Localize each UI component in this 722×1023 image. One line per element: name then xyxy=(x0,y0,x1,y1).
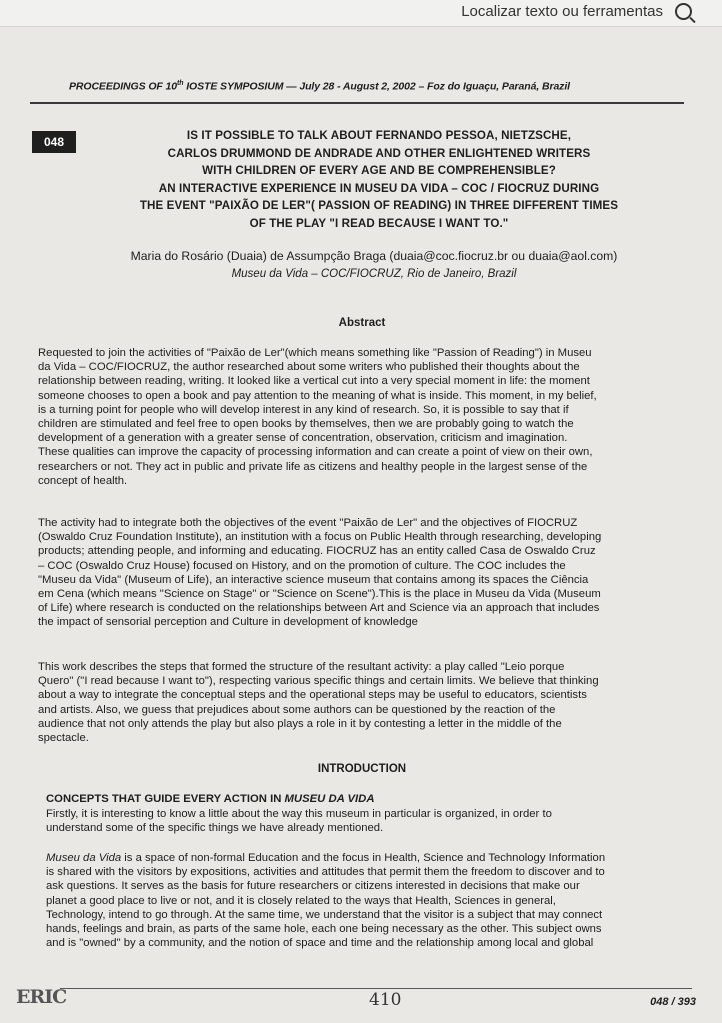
abstract-heading: Abstract xyxy=(338,317,386,329)
introduction-paragraph-1 xyxy=(46,807,690,835)
text-span: is a space of non-formal Education and the focus in Health, Science and Technology Information xyxy=(121,852,606,864)
text-line: "Museu da Vida" (Museum of Life), an interactive science museum that contains among its spaces the Ciência xyxy=(38,573,589,586)
text-line: is a turning point for people who will develop interest in any kind of research. So, it is possible to say that if xyxy=(38,403,569,416)
text-line: The activity had to integrate both the objectives of the event "Paixão de Ler" and the objectives of FIOCRUZ xyxy=(38,517,578,529)
subheading-text: CONCEPTS THAT GUIDE EVERY ACTION IN xyxy=(46,793,285,805)
find-tools-search[interactable] xyxy=(461,3,692,20)
text-line: (Oswaldo Cruz Foundation Institute), an institution with a focus on Public Health through researching, developing xyxy=(38,531,602,544)
author-affiliation: Museu da Vida – COC/FIOCRUZ, Rio de Janeiro, Brazil xyxy=(231,268,517,280)
author-block xyxy=(54,247,694,283)
title-line: CARLOS DRUMMOND DE ANDRADE AND OTHER ENLIGHTENED WRITERS xyxy=(167,146,591,160)
text-line: Requested to join the activities of "Paixão de Ler"(which means something like "Passion of Reading") in Museu xyxy=(38,347,592,359)
text-line: concept of health. xyxy=(38,474,128,487)
author-name: Maria do Rosário (Duaia) de Assumpção Braga (duaia@coc.fiocruz.br ou duaia@aol.com) xyxy=(130,249,618,263)
text-line: of Life) where research is conducted on the relationships between Art and Science via an approach that includes xyxy=(38,602,600,615)
text-line: relationship between reading, writing. It looked like a vertical cut into a very special moment in life: the moment xyxy=(38,375,590,388)
eric-logo: ERIC xyxy=(16,986,67,1008)
text-line: em Cena (which means "Science on Stage" or "Science on Scene").This is the place in Museu da Vida (Museum xyxy=(38,588,601,601)
text-line: children are stimulated and feel free to open books by themselves, then we are probably going to watch the xyxy=(38,418,574,431)
toolbar xyxy=(0,0,722,27)
text-line: hands, feelings and brain, as parts of the same hole, each one being necessary as the other. This subject owns xyxy=(46,923,602,936)
proceedings-sup: th xyxy=(177,80,184,87)
text-line: about a way to integrate the conceptual steps and the operational steps may be useful to educators, scientists xyxy=(38,689,587,702)
paper-title xyxy=(74,127,684,232)
introduction-paragraph-2 xyxy=(46,851,690,950)
title-line: AN INTERACTIVE EXPERIENCE IN MUSEU DA VIDA – COC / FIOCRUZ DURING xyxy=(158,181,600,195)
text-line: planet a good place to live or not, and it is closely related to the ways that Health, Sciences in general, xyxy=(46,894,556,907)
text-line: audience that not only attends the play but also plays a role in it by contesting a letter in the middle of the xyxy=(38,717,562,730)
text-line: These qualities can improve the capacity of processing information and can create a point of view on their own, xyxy=(38,446,593,459)
text-line: researchers or not. They act in public and private life as citizens and healthy people in the largest sense of the xyxy=(38,460,588,473)
abstract-paragraph-2 xyxy=(38,516,690,630)
title-line: WITH CHILDREN OF EVERY AGE AND BE COMPREHENSIBLE? xyxy=(202,164,556,177)
introduction-heading: INTRODUCTION xyxy=(317,763,407,775)
proceedings-text-rest: IOSTE SYMPOSIUM — July 28 - August 2, 2002 – Foz do Iguaçu, Paraná, Brazil xyxy=(183,80,570,93)
text-line: and artists. Also, we guess that prejudices about some authors can be questioned by the reaction of the xyxy=(38,703,556,716)
proceedings-text: PROCEEDINGS OF 10 xyxy=(69,80,177,93)
text-line: ask questions. It serves as the basis for future researchers or citizens interested in decisions that make our xyxy=(46,880,580,893)
paper-number-badge: 048 xyxy=(32,131,76,153)
proceedings-header xyxy=(69,80,570,93)
text-line: the impact of sensorial perception and Culture in development of knowledge xyxy=(38,616,418,629)
search-icon[interactable] xyxy=(675,3,692,20)
header-rule xyxy=(30,102,684,104)
title-line: THE EVENT "PAIXÃO DE LER"( PASSION OF READING) IN THREE DIFFERENT TIMES xyxy=(139,199,619,212)
section-subheading xyxy=(46,793,374,805)
subheading-emphasis: MUSEU DA VIDA xyxy=(284,793,375,805)
text-line: Firstly, it is interesting to know a little about the way this museum in particular is organized, in order to xyxy=(46,808,552,820)
abstract-paragraph-3 xyxy=(38,660,690,745)
text-line: Quero" ("I read because I want to"), respecting various specific things and certain limits. We believe that thinking xyxy=(38,675,599,688)
search-label[interactable]: Localizar texto ou ferramentas xyxy=(461,3,663,20)
text-line: This work describes the steps that formed the structure of the resultant activity: a play called "Leio porque xyxy=(38,661,565,673)
text-line: – COC (Oswaldo Cruz House) focused on History, and on the promotion of culture. The COC includes the xyxy=(38,559,566,572)
text-line: Technology, intend to go through. At the same time, we understand that the visitor is a subject that may connect xyxy=(46,908,603,921)
text-line: is shared with the visitors by expositions, activities and attitudes that permit them the freedom to discover and to xyxy=(46,866,605,879)
title-line: IS IT POSSIBLE TO TALK ABOUT FERNANDO PESSOA, NIETZSCHE, xyxy=(186,129,572,142)
text-line xyxy=(46,851,690,865)
text-line: understand some of the specific things we have already mentioned. xyxy=(46,822,384,835)
text-line: development of a generation with a greater sense of concentration, observation, criticism and imagination. xyxy=(38,432,568,445)
text-line: spectacle. xyxy=(38,732,89,745)
text-line: someone chooses to open a book and pay attention to the meaning of what is inside. This moment, in my belief, xyxy=(38,389,597,402)
page-number: 410 xyxy=(369,990,402,1010)
text-line: da Vida – COC/FIOCRUZ, the author researched about some writers who published their thoughts about the xyxy=(38,361,580,374)
emphasis-text: Museu da Vida xyxy=(46,852,122,864)
text-line: and is "owned" by a community, and the notion of space and time and the relationship among local and global xyxy=(46,937,594,950)
footer-rule xyxy=(60,988,692,989)
document-page xyxy=(14,30,710,1020)
page-reference: 048 / 393 xyxy=(650,996,696,1008)
title-line: OF THE PLAY "I READ BECAUSE I WANT TO." xyxy=(249,216,509,230)
abstract-paragraph-1 xyxy=(38,346,690,488)
text-line: products; attending people, and informing and educating. FIOCRUZ has an entity called Casa de Oswaldo Cruz xyxy=(38,545,596,558)
